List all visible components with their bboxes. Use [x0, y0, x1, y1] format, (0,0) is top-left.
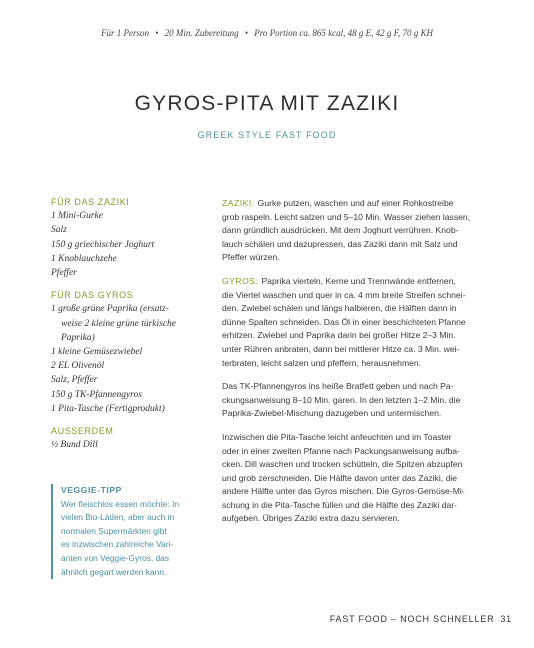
ingredient-item: Salz [51, 225, 67, 236]
section-name: FAST FOOD – NOCH SCHNELLER [329, 614, 495, 624]
page-footer [330, 614, 512, 624]
separator: • [155, 28, 159, 38]
ingredient-list-gyros [51, 302, 211, 416]
text-line: aufgeben. Übriges Zaziki extra dazu servieren. [222, 513, 400, 524]
ingredients-heading-zaziki: FÜR DAS ZAZIKI [51, 197, 130, 207]
text-line: Paprika vierteln, Kerne und Trennwände entfernen, [261, 275, 456, 286]
text-line: Das TK-Pfannengyros ins heiße Bratfett geben und nach Pa- [222, 381, 454, 392]
nutrition: Pro Portion ca. 865 kcal, 48 g E, 42 g F, 70 g KH [254, 28, 433, 38]
ingredient-item: 150 g griechischer Joghurt [51, 239, 155, 250]
separator: • [244, 28, 248, 38]
ingredient-item [51, 302, 211, 345]
ingredient-item: 2 EL Olivenöl [51, 361, 105, 372]
instructions-column [222, 197, 492, 536]
ingredient-list-extra [51, 438, 211, 452]
text-line: Gurke putzen, waschen und auf einer Rohkostreibe [257, 198, 454, 208]
instruction-label: ZAZIKI: [222, 198, 255, 208]
prep-time: 20 Min. Zubereitung [164, 28, 239, 38]
recipe-title: GYROS-PITA MIT ZAZIKI [134, 92, 400, 115]
veggie-tip-box [51, 484, 213, 579]
text-line: erhitzen. Zwiebel und Paprika darin bei großer Hitze 2–3 Min. [222, 330, 456, 341]
tip-heading: VEGGIE-TIPP [61, 485, 122, 495]
instruction-paragraph-3 [222, 380, 492, 421]
text-line: es inzwischen zahlreiche Vari- [61, 539, 174, 550]
ingredients-heading-extra: AUSSERDEM [51, 426, 114, 437]
ingredient-item: 1 Mini-Gurke [51, 211, 103, 222]
ingredient-line: Paprika) [61, 332, 95, 343]
text-line: Wer fleischlos essen möchte: In [61, 498, 180, 509]
text-line: schung in die Pita-Tasche füllen und die Hälfte des Zaziki dar- [222, 499, 458, 510]
ingredient-item: 1 kleine Gemüsezwiebel [51, 347, 143, 358]
servings: Für 1 Person [101, 28, 149, 38]
text-line: dünne Spalten schneiden. Das Öl in einer beschichteten Pfanne [222, 316, 466, 327]
recipe-subtitle: GREEK STYLE FAST FOOD [197, 130, 337, 140]
ingredient-item: 150 g TK-Pfannengyros [51, 389, 142, 400]
instruction-zaziki [222, 197, 492, 265]
ingredient-item: Salz, Pfeffer [51, 375, 98, 386]
tip-text [61, 498, 213, 580]
text-line: Paprika-Zwiebel-Mischung dazugeben und untermischen. [222, 408, 442, 419]
text-line: ckungsanweisung 8–10 Min. garen. In den letzten 1–2 Min. die [222, 394, 461, 405]
text-line: unter Rühren anbraten, dann bei mittlerer Hitze ca. 3 Min. wei- [222, 343, 460, 354]
text-line: vielen Bio-Läden, aber auch in [61, 512, 175, 523]
ingredient-line: 1 große grüne Paprika (ersatz- [51, 304, 169, 315]
text-line: die Viertel waschen und quer in ca. 4 mm breite Streifen schnei- [222, 289, 466, 300]
instruction-gyros [222, 275, 492, 370]
ingredient-item: 1 Pita-Tasche (Fertigprodukt) [51, 403, 165, 414]
text-line: anten von Veggie-Gyros, das [61, 552, 170, 563]
ingredient-item: ½ Bund Dill [51, 440, 98, 451]
text-line: oder in einer zweiten Pfanne nach Packungsanweisung aufba- [222, 445, 460, 456]
recipe-meta [0, 28, 534, 38]
text-line: terbraten, leicht salzen und pfeffern, herausnehmen. [222, 357, 422, 368]
ingredient-list-zaziki [51, 209, 211, 280]
text-line: andere Hälfte unter das Gyros mischen. Die Gyros-Gemüse-Mi- [222, 486, 465, 497]
text-line: normalen Supermärkten gibt [61, 525, 167, 536]
text-line: cken. Dill waschen und trocken schütteln, die Spitzen abzupfen [222, 459, 463, 470]
text-line: den. Zwiebel schälen und längs halbieren, die Hälften dann in [222, 303, 457, 314]
ingredients-column [51, 195, 211, 452]
ingredient-line: weise 2 kleine grüne türkische [61, 318, 177, 329]
page-number: 31 [500, 614, 512, 624]
text-line: und grob zerschneiden. Die Hälfte davon unter das Zaziki, die [222, 472, 458, 483]
text-line: lauch schälen und dazupressen, das Zaziki dann mit Salz und [222, 238, 458, 249]
instruction-label: GYROS: [222, 275, 259, 286]
text-line: dann gründlich ausdrücken. Mit dem Joghurt verrühren. Knob- [222, 225, 459, 236]
text-line: ähnlich gegart werden kann. [61, 566, 167, 577]
instruction-paragraph-4 [222, 431, 492, 526]
ingredient-item: Pfeffer [51, 268, 77, 279]
text-line: Inzwischen die Pita-Tasche leicht anfeuchten und im Toaster [222, 431, 452, 442]
ingredient-item: 1 Knoblauchzehe [51, 253, 117, 264]
ingredients-heading-gyros: FÜR DAS GYROS [51, 290, 134, 301]
text-line: Pfeffer würzen. [222, 252, 280, 263]
text-line: grob raspeln. Leicht salzen und 5–10 Min. Wasser ziehen lassen, [222, 211, 471, 222]
